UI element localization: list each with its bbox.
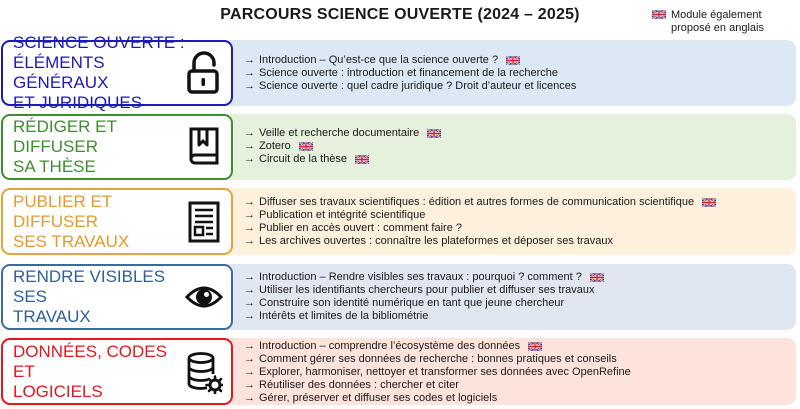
uk-flag-icon — [702, 198, 716, 207]
section-label — [1, 264, 233, 330]
eye-icon — [185, 275, 223, 319]
module-item: → Introduction – comprendre l’écosystème des données — [244, 340, 784, 353]
module-list — [244, 54, 784, 93]
module-item: → Circuit de la thèse — [244, 153, 784, 166]
module-list — [244, 196, 784, 248]
module-item: → Gérer, préserver et diffuser ses codes et logiciels — [244, 392, 498, 404]
module-item: → Les archives ouvertes : connaître les plateformes et déposer ses travaux — [244, 235, 614, 247]
module-item: → Introduction – Qu’est-ce que la science ouverte ? — [244, 54, 784, 67]
legend — [652, 9, 792, 35]
unlocked-padlock-icon — [185, 51, 223, 95]
module-item: → Publier en accès ouvert : comment faire ? — [244, 222, 462, 234]
bookmark-book-icon — [185, 125, 223, 169]
module-item: → Zotero — [244, 140, 784, 153]
uk-flag-icon — [355, 155, 369, 164]
module-item: → Construire son identité numérique en tant que jeune chercheur — [244, 297, 565, 309]
page-title: PARCOURS SCIENCE OUVERTE (2024 – 2025) — [220, 6, 580, 23]
uk-flag-icon — [427, 129, 441, 138]
section-title: SCIENCE OUVERTE : ÉLÉMENTS GÉNÉRAUX ET JURIDIQUES — [13, 33, 185, 112]
section-these — [0, 114, 800, 180]
section-label — [1, 338, 233, 405]
module-item: → Comment gérer ses données de recherche : bonnes pratiques et conseils — [244, 353, 617, 365]
uk-flag-icon — [299, 142, 313, 151]
section-label — [1, 114, 233, 180]
section-content — [196, 114, 796, 180]
section-visibilite — [0, 264, 800, 330]
section-science-ouverte — [0, 33, 800, 112]
module-item: → Veille et recherche documentaire — [244, 127, 784, 140]
section-content — [196, 264, 796, 330]
section-content — [196, 40, 796, 106]
database-gear-icon — [185, 350, 223, 394]
section-title: PUBLIER ET DIFFUSER SES TRAVAUX — [13, 191, 130, 251]
module-item: → Introduction – Rendre visibles ses travaux : pourquoi ? comment ? — [244, 271, 784, 284]
uk-flag-icon — [528, 342, 542, 351]
uk-flag-icon — [652, 10, 666, 19]
uk-flag-icon — [590, 273, 604, 282]
module-item: → Intérêts et limites de la bibliométrie — [244, 310, 429, 322]
newspaper-document-icon — [185, 200, 223, 244]
section-title: RENDRE VISIBLES SES TRAVAUX — [13, 267, 166, 326]
legend-line-2: proposé en anglais — [671, 22, 764, 34]
section-label — [1, 188, 233, 255]
module-item: → Publication et intégrité scientifique — [244, 209, 426, 221]
section-title: DONNÉES, CODES ET LOGICIELS — [13, 341, 167, 401]
legend-text — [671, 9, 764, 35]
module-list — [244, 340, 784, 405]
module-item: → Utiliser les identifiants chercheurs pour publier et diffuser ses travaux — [244, 284, 595, 296]
module-item: → Diffuser ses travaux scientifiques : édition et autres formes de communication scientifique — [244, 196, 784, 209]
module-list — [244, 271, 784, 323]
section-publier — [0, 188, 800, 255]
module-list — [244, 127, 784, 166]
legend-line-1: Module également — [671, 9, 762, 21]
module-item: → Science ouverte : quel cadre juridique ? Droit d’auteur et licences — [244, 80, 577, 92]
section-content — [196, 188, 796, 255]
section-title: RÉDIGER ET DIFFUSER SA THÈSE — [13, 117, 117, 176]
module-item: → Réutiliser des données : chercher et citer — [244, 379, 459, 391]
module-item: → Explorer, harmoniser, nettoyer et transformer ses données avec OpenRefine — [244, 366, 631, 378]
section-donnees — [0, 338, 800, 405]
uk-flag-icon — [506, 56, 520, 65]
section-content — [196, 338, 796, 405]
section-label — [1, 33, 233, 112]
module-item: → Science ouverte : introduction et financement de la recherche — [244, 67, 559, 79]
